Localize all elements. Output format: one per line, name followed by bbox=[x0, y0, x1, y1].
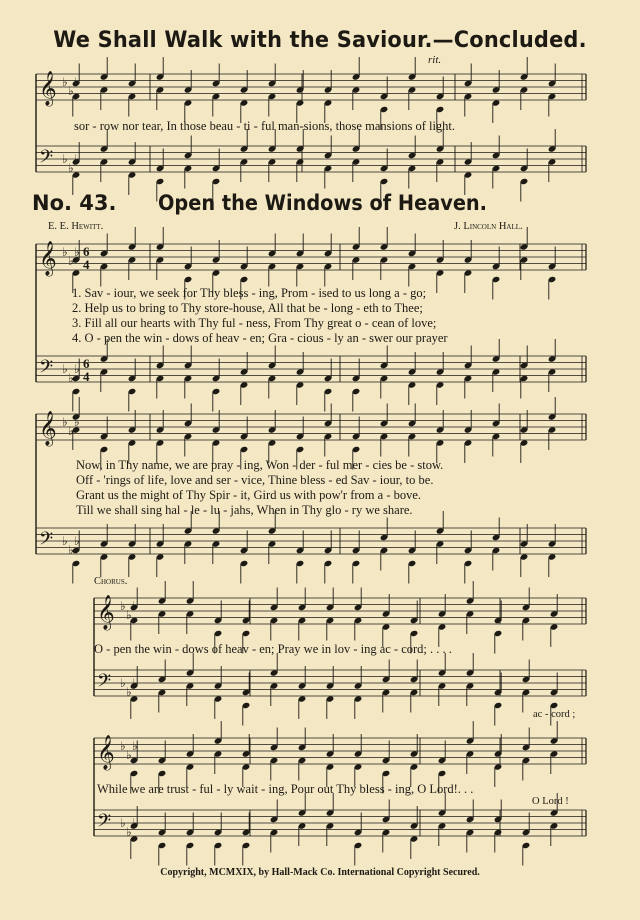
hymn-number: No. 43. bbox=[32, 191, 117, 215]
svg-text:𝄞: 𝄞 bbox=[97, 735, 115, 770]
svg-text:♭: ♭ bbox=[132, 599, 138, 613]
svg-text:𝄞: 𝄞 bbox=[39, 71, 57, 106]
svg-text:6: 6 bbox=[83, 244, 90, 259]
copyright-notice: Copyright, MCMXIX, by Hall-Mack Co. International Copyright Secured. bbox=[160, 867, 480, 878]
svg-text:♭: ♭ bbox=[132, 676, 138, 690]
svg-text:♭: ♭ bbox=[62, 415, 68, 429]
svg-text:♭: ♭ bbox=[126, 608, 132, 622]
svg-text:♭: ♭ bbox=[120, 739, 126, 753]
svg-text:♭: ♭ bbox=[74, 534, 80, 548]
svg-text:♭: ♭ bbox=[62, 362, 68, 376]
svg-text:♭: ♭ bbox=[62, 245, 68, 259]
lyricist-credit: E. E. Hewitt. bbox=[48, 221, 104, 232]
svg-text:♭: ♭ bbox=[68, 543, 74, 557]
svg-text:𝄢: 𝄢 bbox=[39, 147, 54, 172]
svg-text:𝄢: 𝄢 bbox=[39, 529, 54, 554]
svg-text:4: 4 bbox=[83, 257, 90, 272]
hymn-title: Open the Windows of Heaven. bbox=[158, 191, 488, 215]
chorus-lyric-line-1: O - pen the win - dows of heav - en; Pray we in lov - ing ac - cord; . . . . bbox=[94, 642, 452, 656]
svg-text:𝄢: 𝄢 bbox=[97, 671, 112, 696]
svg-text:𝄞: 𝄞 bbox=[97, 595, 115, 630]
svg-text:♭: ♭ bbox=[74, 415, 80, 429]
chorus-echo-2: O Lord ! bbox=[532, 796, 569, 807]
svg-text:♭: ♭ bbox=[120, 599, 126, 613]
svg-text:♭: ♭ bbox=[62, 534, 68, 548]
verse-1-line-2: Now, in Thy name, we are pray - ing, Won - der - ful mer - cies be - stow. bbox=[76, 458, 444, 472]
svg-text:♭: ♭ bbox=[132, 739, 138, 753]
chorus-echo-1: ac - cord ; bbox=[533, 709, 576, 720]
svg-text:♭: ♭ bbox=[126, 825, 132, 839]
svg-text:♭: ♭ bbox=[68, 161, 74, 175]
svg-text:𝄢: 𝄢 bbox=[39, 357, 54, 382]
svg-text:♭: ♭ bbox=[74, 245, 80, 259]
svg-text:♭: ♭ bbox=[126, 748, 132, 762]
verse-2-line-2: Off - 'rings of life, love and ser - vice, Thine bless - ed Sav - iour, to be. bbox=[76, 473, 434, 487]
chorus-label: Chorus. bbox=[94, 576, 128, 587]
verse-3-line-1: 3. Fill all our hearts with Thy ful - ness, From Thy great o - cean of love; bbox=[72, 316, 437, 330]
verse-4-line-2: Till we shall sing hal - le - lu - jahs, When in Thy glo - ry we share. bbox=[76, 503, 413, 517]
verse-3-line-2: Grant us the might of Thy Spir - it, Gird us with pow'r from a - bove. bbox=[76, 488, 422, 502]
svg-text:♭: ♭ bbox=[120, 676, 126, 690]
svg-text:♭: ♭ bbox=[68, 371, 74, 385]
svg-text:𝄢: 𝄢 bbox=[97, 811, 112, 836]
verse-1-line-1: 1. Sav - iour, we seek for Thy bless - ing, Prom - ised to us long a - go; bbox=[72, 286, 427, 300]
svg-text:6: 6 bbox=[83, 356, 90, 371]
svg-text:♭: ♭ bbox=[68, 84, 74, 98]
svg-text:4: 4 bbox=[83, 369, 90, 384]
verse-4-line-1: 4. O - pen the win - dows of heav - en; Gra - cious - ly an - swer our prayer bbox=[72, 331, 448, 345]
svg-text:𝄞: 𝄞 bbox=[39, 411, 57, 446]
svg-text:♭: ♭ bbox=[120, 816, 126, 830]
svg-text:𝄞: 𝄞 bbox=[39, 241, 57, 276]
svg-text:♭: ♭ bbox=[74, 152, 80, 166]
verse-2-line-1: 2. Help us to bring to Thy store-house, All that be - long - eth to Thee; bbox=[72, 301, 423, 315]
svg-text:♭: ♭ bbox=[126, 685, 132, 699]
top-title: We Shall Walk with the Saviour.—Concluded. bbox=[53, 28, 587, 53]
svg-text:♭: ♭ bbox=[74, 75, 80, 89]
composer-credit: J. Lincoln Hall. bbox=[454, 221, 523, 232]
svg-text:♭: ♭ bbox=[68, 254, 74, 268]
svg-text:♭: ♭ bbox=[68, 424, 74, 438]
svg-text:♭: ♭ bbox=[74, 362, 80, 376]
svg-text:♭: ♭ bbox=[132, 816, 138, 830]
svg-text:♭: ♭ bbox=[62, 152, 68, 166]
chorus-lyric-line-2: While we are trust - ful - ly wait - ing, Pour out Thy bless - ing, O Lord!. . . bbox=[97, 782, 474, 796]
top-lyric-line: sor - row nor tear, In those beau - ti - ful man-sions, those mansions of light. bbox=[74, 119, 456, 133]
tempo-marking: rit. bbox=[428, 54, 442, 66]
svg-text:♭: ♭ bbox=[62, 75, 68, 89]
